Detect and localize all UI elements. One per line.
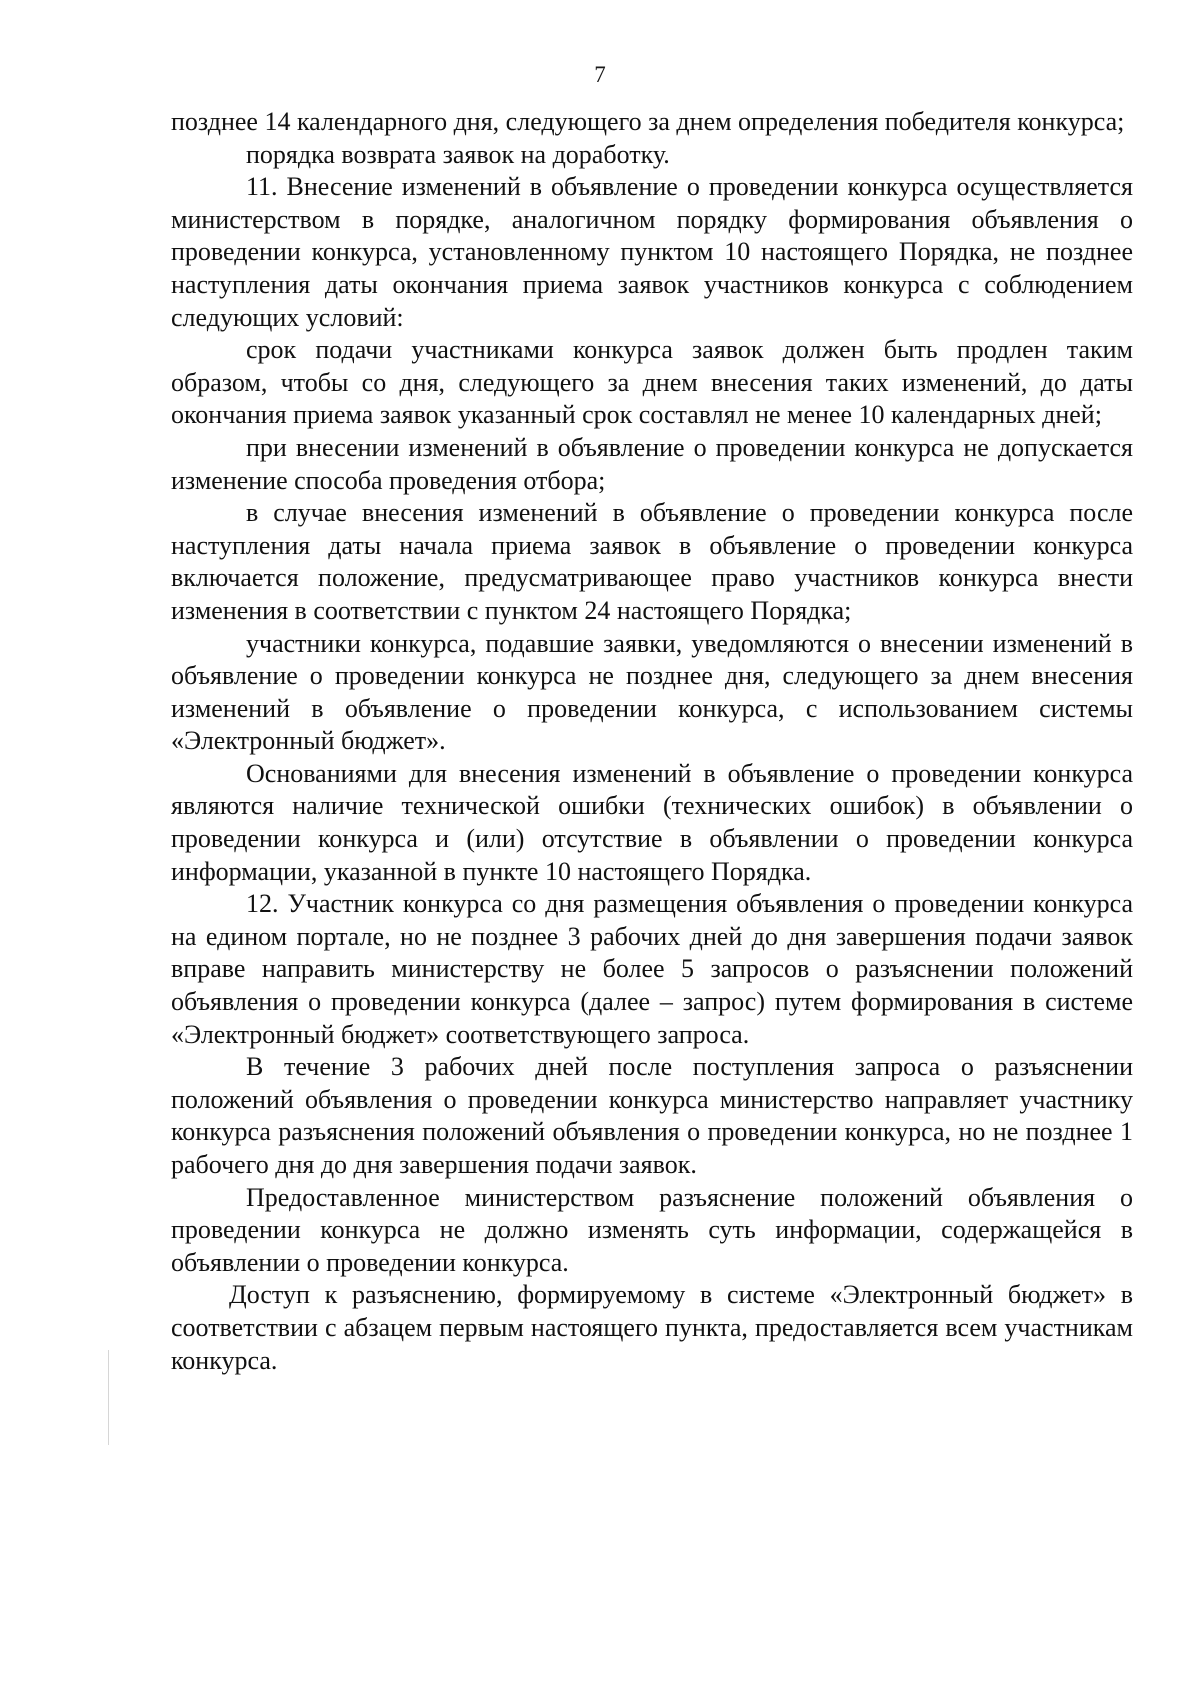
paragraph-participant-notification: участники конкурса, подавшие заявки, уведомляются о внесении изменений в объявление о проведении конкурса не позднее дня, следующего за днем внесения изменений в объявление о проведении конкурса, с использованием системы «Электронный бюджет». (171, 628, 1133, 756)
paragraph-clause-11: 11. Внесение изменений в объявление о проведении конкурса осуществляется министерством в порядке, аналогичном порядку формирования объявления о проведении конкурса, установленному пунктом 10 настоящего Порядка, не позднее наступления даты окончания приема заявок участников конкурса с соблюдением следующих условий: (171, 172, 1133, 332)
paragraph-clarification-access: Доступ к разъяснению, формируемому в системе «Электронный бюджет» в соответствии с абзацем первым настоящего пункта, предоставляется всем участникам конкурса. (171, 1280, 1133, 1375)
document-body (171, 106, 1133, 1377)
paragraph-amendment-right: в случае внесения изменений в объявление о проведении конкурса после наступления даты начала приема заявок в объявление о проведении конкурса включается положение, предусматривающее право участников конкурса внести изменения в соответствии с пунктом 24 настоящего Порядка; (171, 498, 1133, 625)
paragraph-deadline-extension: срок подачи участниками конкурса заявок должен быть продлен таким образом, чтобы со дня, следующего за днем внесения таких изменений, до даты окончания приема заявок указанный срок составлял не менее 10 календарных дней; (171, 335, 1133, 430)
paragraph-grounds-for-changes: Основаниями для внесения изменений в объявление о проведении конкурса являются наличие технической ошибки (технических ошибок) в объявлении о проведении конкурса и (или) отсутствие в объявлении о проведении конкурса информации, указанной в пункте 10 настоящего Порядка. (171, 758, 1133, 886)
paragraph-method-unchanged: при внесении изменений в объявление о проведении конкурса не допускается изменение способа проведения отбора; (171, 432, 1133, 495)
scan-margin-line (108, 1350, 109, 1445)
page-number: 7 (594, 62, 606, 87)
paragraph-clarification-timing: В течение 3 рабочих дней после поступления запроса о разъяснении положений объявления о проведении конкурса министерство направляет участнику конкурса разъяснения положений объявления о проведении конкурса, но не позднее 1 рабочего дня до дня завершения подачи заявок. (171, 1052, 1133, 1179)
paragraph-return-order: порядка возврата заявок на доработку. (246, 139, 670, 169)
paragraph-clause-12: 12. Участник конкурса со дня размещения объявления о проведении конкурса на едином портале, но не позднее 3 рабочих дней до дня завершения подачи заявок вправе направить министерству не более 5 запросов о разъяснении положений объявления о проведении конкурса (далее – запрос) путем формирования в системе «Электронный бюджет» соответствующего запроса. (171, 889, 1133, 1049)
paragraph-continuation: позднее 14 календарного дня, следующего за днем определения победителя конкурса; (171, 107, 1125, 136)
paragraph-clarification-content: Предоставленное министерством разъяснение положений объявления о проведении конкурса не должно изменять суть информации, содержащейся в объявлении о проведении конкурса. (171, 1182, 1133, 1277)
